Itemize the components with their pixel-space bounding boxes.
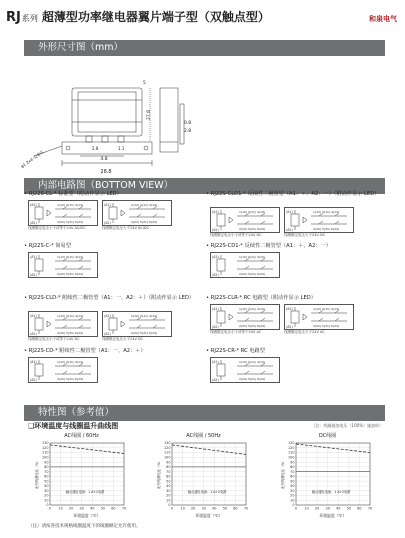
x-tick-label: 40 <box>212 506 217 511</box>
y-tick-label: 110 <box>288 450 295 455</box>
y-tick-label: 20 <box>290 493 295 498</box>
svg-text:2(22) 5(21) 6(24): 2(22) 5(21) 6(24) <box>313 324 340 328</box>
x-tick-label: 60 <box>233 506 238 511</box>
circuit-box <box>102 311 172 337</box>
section-internal-header: 内部电路图（BOTTOM VIEW） <box>24 178 385 194</box>
svg-text:(A1): (A1) <box>212 255 219 259</box>
circuit-title: • RJ22S-CLR-* RC 电路型（附动作显示 LED） <box>206 295 316 301</box>
circuit-caption: 线圈额定电压小于或等于24V DC <box>210 233 262 237</box>
y-tick-label: 80 <box>44 465 49 470</box>
circuit-title: • RJ22S-CLD1-* 反续性二极管型（A1：＋、A2：一）（附动作显示 LED） <box>206 191 380 197</box>
dim-tab-gap: 1.1 <box>118 146 125 151</box>
svg-text:(A2): (A2) <box>212 325 219 329</box>
y-tick-label: 30 <box>290 488 295 493</box>
svg-text:2(22) 5(21) 6(24): 2(22) 5(21) 6(24) <box>57 331 84 335</box>
y-tick-label: 120 <box>42 445 49 450</box>
circuit-title: • RJ22S-CR-* RC 电路型 <box>206 348 265 354</box>
circuit-box <box>28 311 98 337</box>
svg-text:(A2): (A2) <box>212 378 219 382</box>
series-line <box>50 445 124 454</box>
svg-text:1(12) 3(11) 4(14): 1(12) 3(11) 4(14) <box>313 210 340 214</box>
svg-text:(A1): (A1) <box>30 203 37 207</box>
svg-text:(A2): (A2) <box>212 228 219 232</box>
y-tick-label: 110 <box>42 450 49 455</box>
chart-annotation: 触点通电电流：1 A+2电路 <box>311 490 351 495</box>
x-tick-label: 30 <box>201 506 206 511</box>
x-tick-label: 10 <box>180 506 185 511</box>
plot-frame <box>172 443 246 505</box>
y-tick-label: 100 <box>42 455 49 460</box>
y-tick-label: 100 <box>164 455 171 460</box>
circuit-schematic <box>103 201 171 225</box>
circuit-box <box>102 200 172 226</box>
circuit-schematic <box>29 201 97 225</box>
chart-1 <box>34 433 129 519</box>
footnote: （注）请按各技术规格线圈温度下的线圈额定允许使用。 <box>28 524 141 529</box>
page-title: 超薄型功率继电器翼片端子型（双触点型） <box>41 10 270 24</box>
x-tick-label: 50 <box>222 506 228 511</box>
chart-title: AC线圈 / 60Hz <box>64 433 99 439</box>
svg-text:(A1): (A1) <box>212 210 219 214</box>
y-tick-label: 110 <box>164 450 171 455</box>
svg-text:(A2): (A2) <box>30 378 37 382</box>
circuit-schematic <box>29 253 97 277</box>
y-tick-label: 40 <box>44 484 49 489</box>
x-tick-label: 20 <box>68 506 74 511</box>
dim-pitch: 4.8 <box>100 157 108 162</box>
circuit-box <box>284 207 354 233</box>
circuit-box <box>28 252 98 278</box>
circuit-box <box>210 304 280 330</box>
circuit-caption: 线圈额定电压小于或等于24V AC <box>210 330 262 334</box>
chart-title: DC线圈 <box>318 433 337 439</box>
svg-text:1(12) 3(11) 4(14): 1(12) 3(11) 4(14) <box>313 307 340 311</box>
x-tick-label: 20 <box>314 506 320 511</box>
page-header <box>6 8 397 28</box>
svg-text:2(22) 5(21) 6(24): 2(22) 5(21) 6(24) <box>131 331 158 335</box>
dim-side-thick: 0.8 <box>184 121 192 126</box>
svg-text:2(22) 5(21) 6(24): 2(22) 5(21) 6(24) <box>131 220 158 224</box>
circuit-caption: 线圈额定电压大于24V DC <box>102 337 144 341</box>
dim-tab-w: 2.8 <box>92 146 99 151</box>
x-tick-label: 10 <box>304 506 309 511</box>
y-tick-label: 60 <box>166 474 171 479</box>
x-tick-label: 0 <box>170 506 174 511</box>
chart-annotation: 触点通电电流：1 A+2电路 <box>65 490 105 495</box>
svg-text:1(12) 3(11) 4(14): 1(12) 3(11) 4(14) <box>239 255 266 259</box>
svg-text:(A2): (A2) <box>30 221 37 225</box>
dim-width: 28.8 <box>100 169 112 175</box>
svg-text:(A1): (A1) <box>30 360 37 364</box>
x-tick-label: 70 <box>121 506 127 511</box>
y-tick-label: 120 <box>288 445 295 450</box>
y-tick-label: 50 <box>166 479 171 484</box>
svg-text:(A2): (A2) <box>286 228 293 232</box>
chart-3 <box>280 433 375 519</box>
y-tick-label: 90 <box>44 460 49 465</box>
circuit-caption: 线圈额定电压小于或等于24V AC/DC <box>28 226 86 230</box>
y-tick-label: 40 <box>166 484 171 489</box>
svg-text:2(22) 5(21) 6(24): 2(22) 5(21) 6(24) <box>239 272 266 276</box>
y-tick-label: 30 <box>44 488 49 493</box>
relay-outline-drawing <box>0 60 405 180</box>
svg-text:(A2): (A2) <box>104 332 111 336</box>
x-tick-label: 50 <box>346 506 352 511</box>
y-tick-label: 70 <box>166 469 171 474</box>
y-tick-label: 80 <box>290 465 295 470</box>
circuit-box <box>210 252 280 278</box>
y-tick-label: 10 <box>290 498 295 503</box>
dim-height: 27.8 <box>147 109 152 120</box>
circuit-caption: 线圈额定电压大于24V DC <box>284 233 326 237</box>
y-tick-label: 60 <box>290 474 295 479</box>
svg-text:(A1): (A1) <box>286 210 293 214</box>
x-tick-label: 50 <box>100 506 106 511</box>
x-axis-label: 环境温度（℃） <box>73 513 101 518</box>
svg-text:(A1): (A1) <box>212 307 219 311</box>
brand-logo: 和泉电气 <box>369 15 397 23</box>
series-line <box>296 444 370 453</box>
dim-top: 5 <box>143 81 146 86</box>
chart-svg <box>34 441 129 519</box>
chart-2 <box>156 433 251 519</box>
y-tick-label: 120 <box>164 445 171 450</box>
y-tick-label: 130 <box>164 441 171 446</box>
svg-text:2(22) 5(21) 6(24): 2(22) 5(21) 6(24) <box>313 227 340 231</box>
svg-text:1(12) 3(11) 4(14): 1(12) 3(11) 4(14) <box>57 314 84 318</box>
y-tick-label: 40 <box>290 484 295 489</box>
chart-svg <box>156 441 251 519</box>
circuit-box <box>28 200 98 226</box>
circuit-caption: 线圈额定电压小于或等于24V DC <box>28 337 80 341</box>
circuit-caption: 线圈额定电压大于24V AC/DC <box>102 226 150 230</box>
svg-text:2(22) 5(21) 6(24): 2(22) 5(21) 6(24) <box>57 220 84 224</box>
y-axis-label: 允许线圈电压（%） <box>157 458 161 490</box>
y-tick-label: 100 <box>288 455 295 460</box>
svg-text:2(22) 5(21) 6(24): 2(22) 5(21) 6(24) <box>239 324 266 328</box>
chart-svg <box>280 441 375 519</box>
circuit-schematic <box>285 208 353 232</box>
x-tick-label: 70 <box>243 506 249 511</box>
circuit-caption: 线圈额定电压大于24V AC <box>284 330 325 334</box>
circuit-schematic <box>29 312 97 336</box>
svg-text:(A1): (A1) <box>104 314 111 318</box>
y-tick-label: 0 <box>168 503 171 508</box>
x-tick-label: 0 <box>294 506 298 511</box>
svg-text:1(12) 3(11) 4(14): 1(12) 3(11) 4(14) <box>239 307 266 311</box>
svg-text:(A1): (A1) <box>104 203 111 207</box>
y-tick-label: 20 <box>44 493 49 498</box>
y-tick-label: 90 <box>290 460 295 465</box>
section-characteristics-header: 特性图（参考值） <box>24 405 385 421</box>
circuit-box <box>210 357 280 383</box>
svg-text:(A1): (A1) <box>286 307 293 311</box>
y-tick-label: 0 <box>292 503 295 508</box>
circuit-box <box>210 207 280 233</box>
y-tick-label: 0 <box>46 503 49 508</box>
svg-text:(A2): (A2) <box>30 273 37 277</box>
svg-text:1(12) 3(11) 4(14): 1(12) 3(11) 4(14) <box>57 203 84 207</box>
x-tick-label: 10 <box>58 506 63 511</box>
svg-text:1(12) 3(11) 4(14): 1(12) 3(11) 4(14) <box>239 360 266 364</box>
circuit-schematic <box>103 312 171 336</box>
y-tick-label: 20 <box>166 493 171 498</box>
svg-text:2(22) 5(21) 6(24): 2(22) 5(21) 6(24) <box>239 377 266 381</box>
chart-annotation: 触点通电电流：1 A+2电路 <box>187 490 227 495</box>
circuit-box <box>284 304 354 330</box>
y-tick-label: 130 <box>42 441 49 446</box>
y-tick-label: 80 <box>166 465 171 470</box>
series-line <box>172 445 246 455</box>
y-tick-label: 10 <box>166 498 171 503</box>
y-tick-label: 70 <box>44 469 49 474</box>
svg-text:1(12) 3(11) 4(14): 1(12) 3(11) 4(14) <box>57 255 84 259</box>
dim-hole: φ1.2x4-安装孔 <box>19 149 45 169</box>
y-tick-label: 70 <box>290 469 295 474</box>
circuit-schematic <box>285 305 353 329</box>
svg-text:2(22) 5(21) 6(24): 2(22) 5(21) 6(24) <box>57 272 84 276</box>
svg-text:2(22) 5(21) 6(24): 2(22) 5(21) 6(24) <box>57 377 84 381</box>
svg-text:(A2): (A2) <box>212 273 219 277</box>
svg-text:(A1): (A1) <box>30 255 37 259</box>
y-tick-label: 90 <box>166 460 171 465</box>
circuit-title: • RJ22S-CLD-* 附续性二极管型（A1：一、A2：＋）（附动作显示 LED） <box>24 295 195 301</box>
x-tick-label: 20 <box>190 506 196 511</box>
svg-text:1(12) 3(11) 4(14): 1(12) 3(11) 4(14) <box>57 360 84 364</box>
y-tick-label: 10 <box>44 498 49 503</box>
circuit-title: • RJ22S-CL-* 标准型（附动作显示 LED） <box>24 191 122 197</box>
svg-text:(A2): (A2) <box>286 325 293 329</box>
y-tick-label: 60 <box>44 474 49 479</box>
x-axis-label: 环境温度（℃） <box>319 513 347 518</box>
circuit-title: • RJ22S-CD1-* 反续性二极管型（A1：＋、A2：一） <box>206 243 331 249</box>
circuit-title: • RJ22S-C-* 简易型 <box>24 243 71 249</box>
x-tick-label: 60 <box>111 506 116 511</box>
x-tick-label: 40 <box>90 506 95 511</box>
y-tick-label: 50 <box>44 479 49 484</box>
x-tick-label: 0 <box>48 506 52 511</box>
x-axis-label: 环境温度（℃） <box>195 513 223 518</box>
svg-text:2(22) 5(21) 6(24): 2(22) 5(21) 6(24) <box>239 227 266 231</box>
x-tick-label: 30 <box>325 506 330 511</box>
circuit-schematic <box>29 358 97 382</box>
circuit-title: • RJ22S-CD-* 附续性二极管型（A1：一、A2：＋） <box>24 348 146 354</box>
graph-section-label: ❑环境温度与线圈温升曲线图 <box>28 422 119 430</box>
series-name: RJ系列 <box>6 10 38 25</box>
y-tick-label: 50 <box>290 479 295 484</box>
x-tick-label: 60 <box>357 506 362 511</box>
svg-text:1(12) 3(11) 4(14): 1(12) 3(11) 4(14) <box>131 314 158 318</box>
x-tick-label: 30 <box>79 506 84 511</box>
plot-frame <box>296 443 370 505</box>
svg-text:1(12) 3(11) 4(14): 1(12) 3(11) 4(14) <box>239 210 266 214</box>
y-tick-label: 130 <box>288 441 295 446</box>
y-axis-label: 允许线圈电压（%） <box>281 458 285 490</box>
x-tick-label: 40 <box>336 506 341 511</box>
svg-text:(A1): (A1) <box>212 360 219 364</box>
circuit-schematic <box>211 208 279 232</box>
y-tick-label: 30 <box>166 488 171 493</box>
svg-text:1(12) 3(11) 4(14): 1(12) 3(11) 4(14) <box>131 203 158 207</box>
x-tick-label: 70 <box>367 506 373 511</box>
circuit-schematic <box>211 253 279 277</box>
circuit-schematic <box>211 358 279 382</box>
y-axis-label: 允许线圈电压（%） <box>35 458 39 490</box>
chart-title: AC线圈 / 50Hz <box>186 433 221 439</box>
svg-text:(A1): (A1) <box>30 314 37 318</box>
svg-text:(A2): (A2) <box>104 221 111 225</box>
circuit-schematic <box>211 305 279 329</box>
svg-text:(A2): (A2) <box>30 332 37 336</box>
circuit-box <box>28 357 98 383</box>
graph-note: （注：线圈施加电压（100%）施加时） <box>311 423 383 428</box>
section-dimensions-header: 外形尺寸图（mm） <box>24 40 385 56</box>
dim-side-tab: 2.8 <box>184 129 192 134</box>
